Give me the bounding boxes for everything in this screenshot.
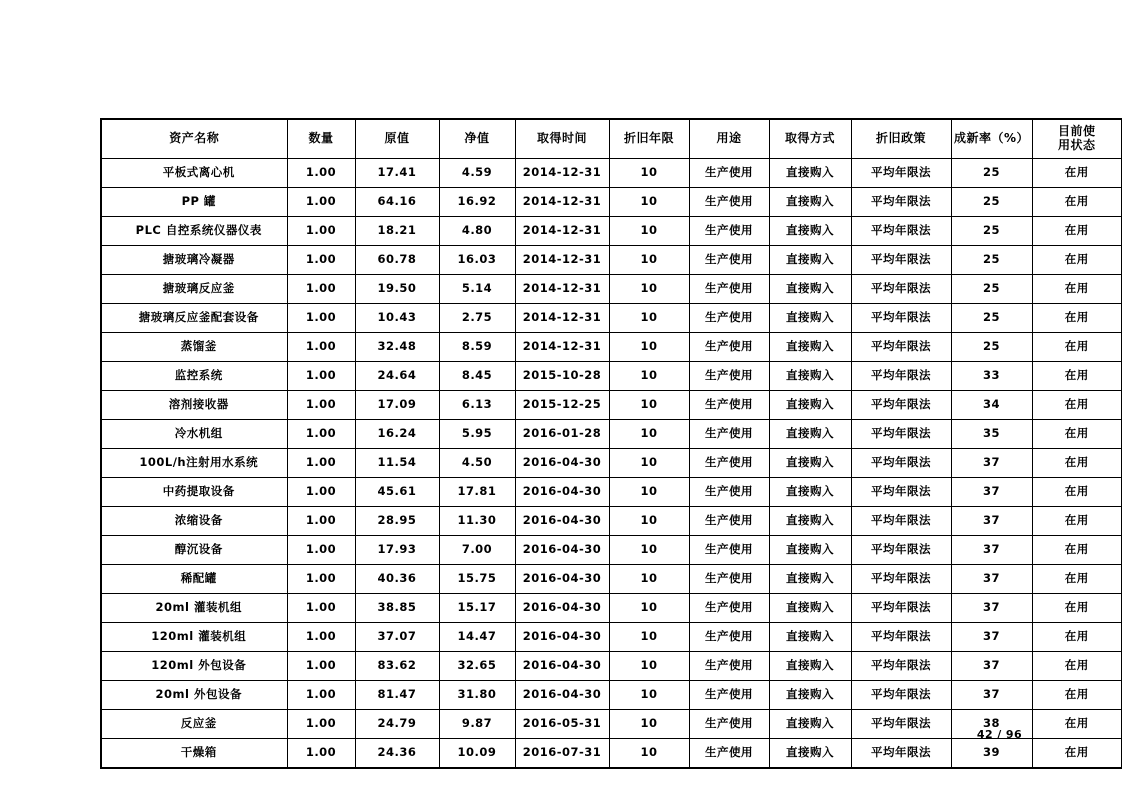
table-cell: 直接购入 [769, 362, 851, 391]
table-cell: 生产使用 [689, 391, 769, 420]
table-cell: 1.00 [287, 565, 355, 594]
table-cell: 81.47 [355, 681, 439, 710]
cell-asset-name: 监控系统 [101, 362, 287, 391]
table-cell: 10 [609, 304, 689, 333]
table-cell: 10 [609, 246, 689, 275]
table-cell: 在用 [1032, 652, 1122, 681]
column-header-acquisition-method: 取得方式 [769, 119, 851, 159]
table-row [101, 420, 1122, 449]
column-header-net-value: 净值 [439, 119, 515, 159]
cell-asset-name: 20ml 外包设备 [101, 681, 287, 710]
table-cell: 在用 [1032, 159, 1122, 188]
table-cell: 1.00 [287, 449, 355, 478]
table-cell: 32.48 [355, 333, 439, 362]
table-cell: 2016-04-30 [515, 449, 609, 478]
table-cell: 直接购入 [769, 275, 851, 304]
table-cell: 40.36 [355, 565, 439, 594]
table-cell: 9.87 [439, 710, 515, 739]
cell-asset-name: 蒸馏釜 [101, 333, 287, 362]
table-cell: 37 [951, 478, 1032, 507]
table-cell: 10 [609, 623, 689, 652]
table-cell: 17.81 [439, 478, 515, 507]
cell-asset-name: 搪玻璃反应釜 [101, 275, 287, 304]
table-cell: 37 [951, 652, 1032, 681]
table-cell: 2015-12-25 [515, 391, 609, 420]
cell-asset-name: 干燥箱 [101, 739, 287, 769]
table-cell: 平均年限法 [851, 681, 951, 710]
table-cell: 直接购入 [769, 507, 851, 536]
table-cell: 10.43 [355, 304, 439, 333]
table-cell: 2014-12-31 [515, 333, 609, 362]
table-cell: 37 [951, 449, 1032, 478]
table-cell: 7.00 [439, 536, 515, 565]
table-cell: 15.75 [439, 565, 515, 594]
table-cell: 2016-05-31 [515, 710, 609, 739]
table-cell: 在用 [1032, 710, 1122, 739]
table-cell: 4.50 [439, 449, 515, 478]
table-cell: 2015-10-28 [515, 362, 609, 391]
table-cell: 平均年限法 [851, 246, 951, 275]
cell-asset-name: PP 罐 [101, 188, 287, 217]
table-cell: 生产使用 [689, 275, 769, 304]
table-cell: 在用 [1032, 594, 1122, 623]
table-cell: 10 [609, 536, 689, 565]
column-header-asset-name: 资产名称 [101, 119, 287, 159]
table-cell: 10 [609, 478, 689, 507]
table-cell: 38.85 [355, 594, 439, 623]
table-cell: 25 [951, 333, 1032, 362]
table-cell: 2.75 [439, 304, 515, 333]
table-cell: 17.93 [355, 536, 439, 565]
table-cell: 平均年限法 [851, 594, 951, 623]
table-cell: 11.30 [439, 507, 515, 536]
table-cell: 在用 [1032, 391, 1122, 420]
table-cell: 37 [951, 565, 1032, 594]
table-cell: 10 [609, 507, 689, 536]
table-cell: 10 [609, 449, 689, 478]
table-cell: 在用 [1032, 565, 1122, 594]
table-cell: 直接购入 [769, 681, 851, 710]
table-cell: 平均年限法 [851, 420, 951, 449]
table-cell: 35 [951, 420, 1032, 449]
table-cell: 直接购入 [769, 594, 851, 623]
table-cell: 37 [951, 623, 1032, 652]
table-cell: 2016-04-30 [515, 623, 609, 652]
column-header-purpose: 用途 [689, 119, 769, 159]
table-row [101, 362, 1122, 391]
table-cell: 1.00 [287, 362, 355, 391]
table-cell: 生产使用 [689, 188, 769, 217]
cell-asset-name: 溶剂接收器 [101, 391, 287, 420]
table-cell: 37 [951, 594, 1032, 623]
table-cell: 在用 [1032, 507, 1122, 536]
table-cell: 25 [951, 304, 1032, 333]
table-cell: 2016-07-31 [515, 739, 609, 769]
table-cell: 平均年限法 [851, 217, 951, 246]
table-cell: 2014-12-31 [515, 159, 609, 188]
table-cell: 平均年限法 [851, 188, 951, 217]
table-row [101, 710, 1122, 739]
table-cell: 2016-04-30 [515, 681, 609, 710]
table-cell: 28.95 [355, 507, 439, 536]
table-cell: 在用 [1032, 478, 1122, 507]
table-cell: 平均年限法 [851, 507, 951, 536]
table-cell: 1.00 [287, 623, 355, 652]
cell-asset-name: PLC 自控系统仪器仪表 [101, 217, 287, 246]
table-cell: 37 [951, 536, 1032, 565]
table-cell: 34 [951, 391, 1032, 420]
table-cell: 19.50 [355, 275, 439, 304]
table-row [101, 565, 1122, 594]
table-cell: 生产使用 [689, 246, 769, 275]
table-cell: 15.17 [439, 594, 515, 623]
table-cell: 32.65 [439, 652, 515, 681]
table-cell: 37 [951, 681, 1032, 710]
table-row [101, 246, 1122, 275]
table-cell: 平均年限法 [851, 159, 951, 188]
table-row [101, 391, 1122, 420]
table-row [101, 536, 1122, 565]
table-row [101, 449, 1122, 478]
cell-asset-name: 搪玻璃反应釜配套设备 [101, 304, 287, 333]
cell-asset-name: 搪玻璃冷凝器 [101, 246, 287, 275]
table-cell: 10 [609, 420, 689, 449]
cell-asset-name: 稀配罐 [101, 565, 287, 594]
table-cell: 平均年限法 [851, 710, 951, 739]
cell-asset-name: 醇沉设备 [101, 536, 287, 565]
table-cell: 生产使用 [689, 217, 769, 246]
cell-asset-name: 中药提取设备 [101, 478, 287, 507]
usage-status-line-1: 目前使 [1057, 124, 1096, 139]
cell-asset-name: 平板式离心机 [101, 159, 287, 188]
table-cell: 直接购入 [769, 333, 851, 362]
table-cell: 平均年限法 [851, 536, 951, 565]
table-cell: 平均年限法 [851, 478, 951, 507]
table-cell: 25 [951, 217, 1032, 246]
table-cell: 在用 [1032, 333, 1122, 362]
table-cell: 2014-12-31 [515, 246, 609, 275]
table-row [101, 188, 1122, 217]
table-cell: 83.62 [355, 652, 439, 681]
column-header-acquisition-date: 取得时间 [515, 119, 609, 159]
table-cell: 生产使用 [689, 739, 769, 769]
table-cell: 2016-04-30 [515, 478, 609, 507]
table-cell: 2014-12-31 [515, 188, 609, 217]
table-row [101, 594, 1122, 623]
table-row [101, 275, 1122, 304]
table-cell: 生产使用 [689, 507, 769, 536]
table-cell: 10.09 [439, 739, 515, 769]
table-cell: 2016-04-30 [515, 652, 609, 681]
table-cell: 16.92 [439, 188, 515, 217]
table-cell: 1.00 [287, 246, 355, 275]
table-cell: 14.47 [439, 623, 515, 652]
table-cell: 1.00 [287, 188, 355, 217]
cell-asset-name: 浓缩设备 [101, 507, 287, 536]
table-cell: 16.03 [439, 246, 515, 275]
table-cell: 1.00 [287, 681, 355, 710]
cell-asset-name: 100L/h注射用水系统 [101, 449, 287, 478]
table-cell: 60.78 [355, 246, 439, 275]
table-cell: 10 [609, 188, 689, 217]
table-cell: 1.00 [287, 739, 355, 769]
table-cell: 直接购入 [769, 304, 851, 333]
cell-asset-name: 120ml 外包设备 [101, 652, 287, 681]
table-cell: 生产使用 [689, 594, 769, 623]
table-cell: 直接购入 [769, 536, 851, 565]
table-cell: 直接购入 [769, 159, 851, 188]
cell-asset-name: 20ml 灌装机组 [101, 594, 287, 623]
table-row [101, 159, 1122, 188]
table-row [101, 681, 1122, 710]
column-header-depreciation-years: 折旧年限 [609, 119, 689, 159]
table-cell: 在用 [1032, 681, 1122, 710]
table-row [101, 739, 1122, 769]
table-cell: 8.45 [439, 362, 515, 391]
table-cell: 2016-04-30 [515, 536, 609, 565]
table-cell: 在用 [1032, 217, 1122, 246]
table-cell: 10 [609, 159, 689, 188]
table-cell: 17.09 [355, 391, 439, 420]
table-cell: 25 [951, 275, 1032, 304]
table-cell: 生产使用 [689, 565, 769, 594]
table-row [101, 507, 1122, 536]
table-cell: 16.24 [355, 420, 439, 449]
table-cell: 1.00 [287, 333, 355, 362]
table-cell: 5.14 [439, 275, 515, 304]
table-cell: 平均年限法 [851, 739, 951, 769]
table-cell: 在用 [1032, 188, 1122, 217]
table-cell: 生产使用 [689, 333, 769, 362]
table-cell: 2016-04-30 [515, 594, 609, 623]
table-row [101, 623, 1122, 652]
table-cell: 在用 [1032, 275, 1122, 304]
table-cell: 直接购入 [769, 710, 851, 739]
table-cell: 平均年限法 [851, 623, 951, 652]
table-cell: 2014-12-31 [515, 217, 609, 246]
table-cell: 25 [951, 159, 1032, 188]
table-cell: 6.13 [439, 391, 515, 420]
table-cell: 直接购入 [769, 652, 851, 681]
table-cell: 5.95 [439, 420, 515, 449]
table-cell: 10 [609, 652, 689, 681]
table-cell: 4.80 [439, 217, 515, 246]
table-cell: 平均年限法 [851, 333, 951, 362]
table-cell: 平均年限法 [851, 565, 951, 594]
table-cell: 直接购入 [769, 449, 851, 478]
table-cell: 平均年限法 [851, 275, 951, 304]
table-cell: 10 [609, 681, 689, 710]
table-cell: 生产使用 [689, 362, 769, 391]
table-cell: 2016-04-30 [515, 565, 609, 594]
table-cell: 生产使用 [689, 710, 769, 739]
column-header-newness-rate: 成新率（%） [951, 119, 1032, 159]
table-cell: 64.16 [355, 188, 439, 217]
page-number: 42 / 96 [976, 728, 1022, 741]
table-cell: 1.00 [287, 507, 355, 536]
table-cell: 生产使用 [689, 159, 769, 188]
table-cell: 生产使用 [689, 652, 769, 681]
table-row [101, 333, 1122, 362]
table-cell: 1.00 [287, 478, 355, 507]
table-body [101, 159, 1122, 769]
table-cell: 在用 [1032, 246, 1122, 275]
table-cell: 平均年限法 [851, 304, 951, 333]
table-cell: 1.00 [287, 391, 355, 420]
table-cell: 1.00 [287, 304, 355, 333]
table-cell: 24.79 [355, 710, 439, 739]
table-cell: 10 [609, 710, 689, 739]
table-cell: 31.80 [439, 681, 515, 710]
table-cell: 在用 [1032, 536, 1122, 565]
table-cell: 直接购入 [769, 565, 851, 594]
table-cell: 25 [951, 246, 1032, 275]
table-cell: 2016-01-28 [515, 420, 609, 449]
table-cell: 10 [609, 565, 689, 594]
table-cell: 直接购入 [769, 739, 851, 769]
asset-table [100, 118, 1122, 769]
table-cell: 4.59 [439, 159, 515, 188]
table-cell: 1.00 [287, 275, 355, 304]
usage-status-line-2: 用状态 [1057, 138, 1096, 152]
table-cell: 2014-12-31 [515, 304, 609, 333]
table-cell: 1.00 [287, 652, 355, 681]
table-row [101, 304, 1122, 333]
table-cell: 10 [609, 333, 689, 362]
table-cell: 18.21 [355, 217, 439, 246]
table-cell: 1.00 [287, 159, 355, 188]
table-cell: 2016-04-30 [515, 507, 609, 536]
table-cell: 在用 [1032, 623, 1122, 652]
table-cell: 33 [951, 362, 1032, 391]
cell-asset-name: 120ml 灌装机组 [101, 623, 287, 652]
table-cell: 在用 [1032, 304, 1122, 333]
table-cell: 直接购入 [769, 420, 851, 449]
table-row [101, 478, 1122, 507]
table-cell: 在用 [1032, 362, 1122, 391]
cell-asset-name: 反应釜 [101, 710, 287, 739]
table-cell: 1.00 [287, 420, 355, 449]
table-cell: 37 [951, 507, 1032, 536]
table-cell: 平均年限法 [851, 391, 951, 420]
table-cell: 生产使用 [689, 681, 769, 710]
table-cell: 生产使用 [689, 623, 769, 652]
table-cell: 1.00 [287, 710, 355, 739]
table-cell: 生产使用 [689, 449, 769, 478]
table-cell: 11.54 [355, 449, 439, 478]
table-cell: 39 [951, 739, 1032, 769]
table-cell: 38 [951, 710, 1032, 739]
table-cell: 平均年限法 [851, 449, 951, 478]
table-header [101, 119, 1122, 159]
table-cell: 平均年限法 [851, 362, 951, 391]
column-header-quantity: 数量 [287, 119, 355, 159]
table-cell: 生产使用 [689, 478, 769, 507]
table-cell: 24.64 [355, 362, 439, 391]
table-cell: 10 [609, 739, 689, 769]
column-header-usage-status [1032, 119, 1122, 159]
table-cell: 直接购入 [769, 478, 851, 507]
table-cell: 生产使用 [689, 304, 769, 333]
asset-table-container [100, 118, 1096, 769]
table-cell: 在用 [1032, 420, 1122, 449]
table-cell: 24.36 [355, 739, 439, 769]
table-cell: 10 [609, 362, 689, 391]
table-cell: 平均年限法 [851, 652, 951, 681]
table-cell: 在用 [1032, 449, 1122, 478]
table-cell: 10 [609, 217, 689, 246]
table-cell: 生产使用 [689, 536, 769, 565]
table-cell: 2014-12-31 [515, 275, 609, 304]
table-header-row [101, 119, 1122, 159]
table-cell: 在用 [1032, 739, 1122, 769]
column-header-original-value: 原值 [355, 119, 439, 159]
table-cell: 直接购入 [769, 391, 851, 420]
table-cell: 10 [609, 275, 689, 304]
table-cell: 生产使用 [689, 420, 769, 449]
table-cell: 直接购入 [769, 246, 851, 275]
cell-asset-name: 冷水机组 [101, 420, 287, 449]
table-cell: 10 [609, 391, 689, 420]
table-cell: 1.00 [287, 536, 355, 565]
table-cell: 45.61 [355, 478, 439, 507]
table-cell: 直接购入 [769, 623, 851, 652]
column-header-depreciation-policy: 折旧政策 [851, 119, 951, 159]
table-cell: 直接购入 [769, 217, 851, 246]
table-cell: 8.59 [439, 333, 515, 362]
table-cell: 1.00 [287, 594, 355, 623]
table-cell: 37.07 [355, 623, 439, 652]
table-row [101, 217, 1122, 246]
table-cell: 10 [609, 594, 689, 623]
table-cell: 17.41 [355, 159, 439, 188]
table-cell: 1.00 [287, 217, 355, 246]
table-cell: 25 [951, 188, 1032, 217]
table-cell: 直接购入 [769, 188, 851, 217]
table-row [101, 652, 1122, 681]
